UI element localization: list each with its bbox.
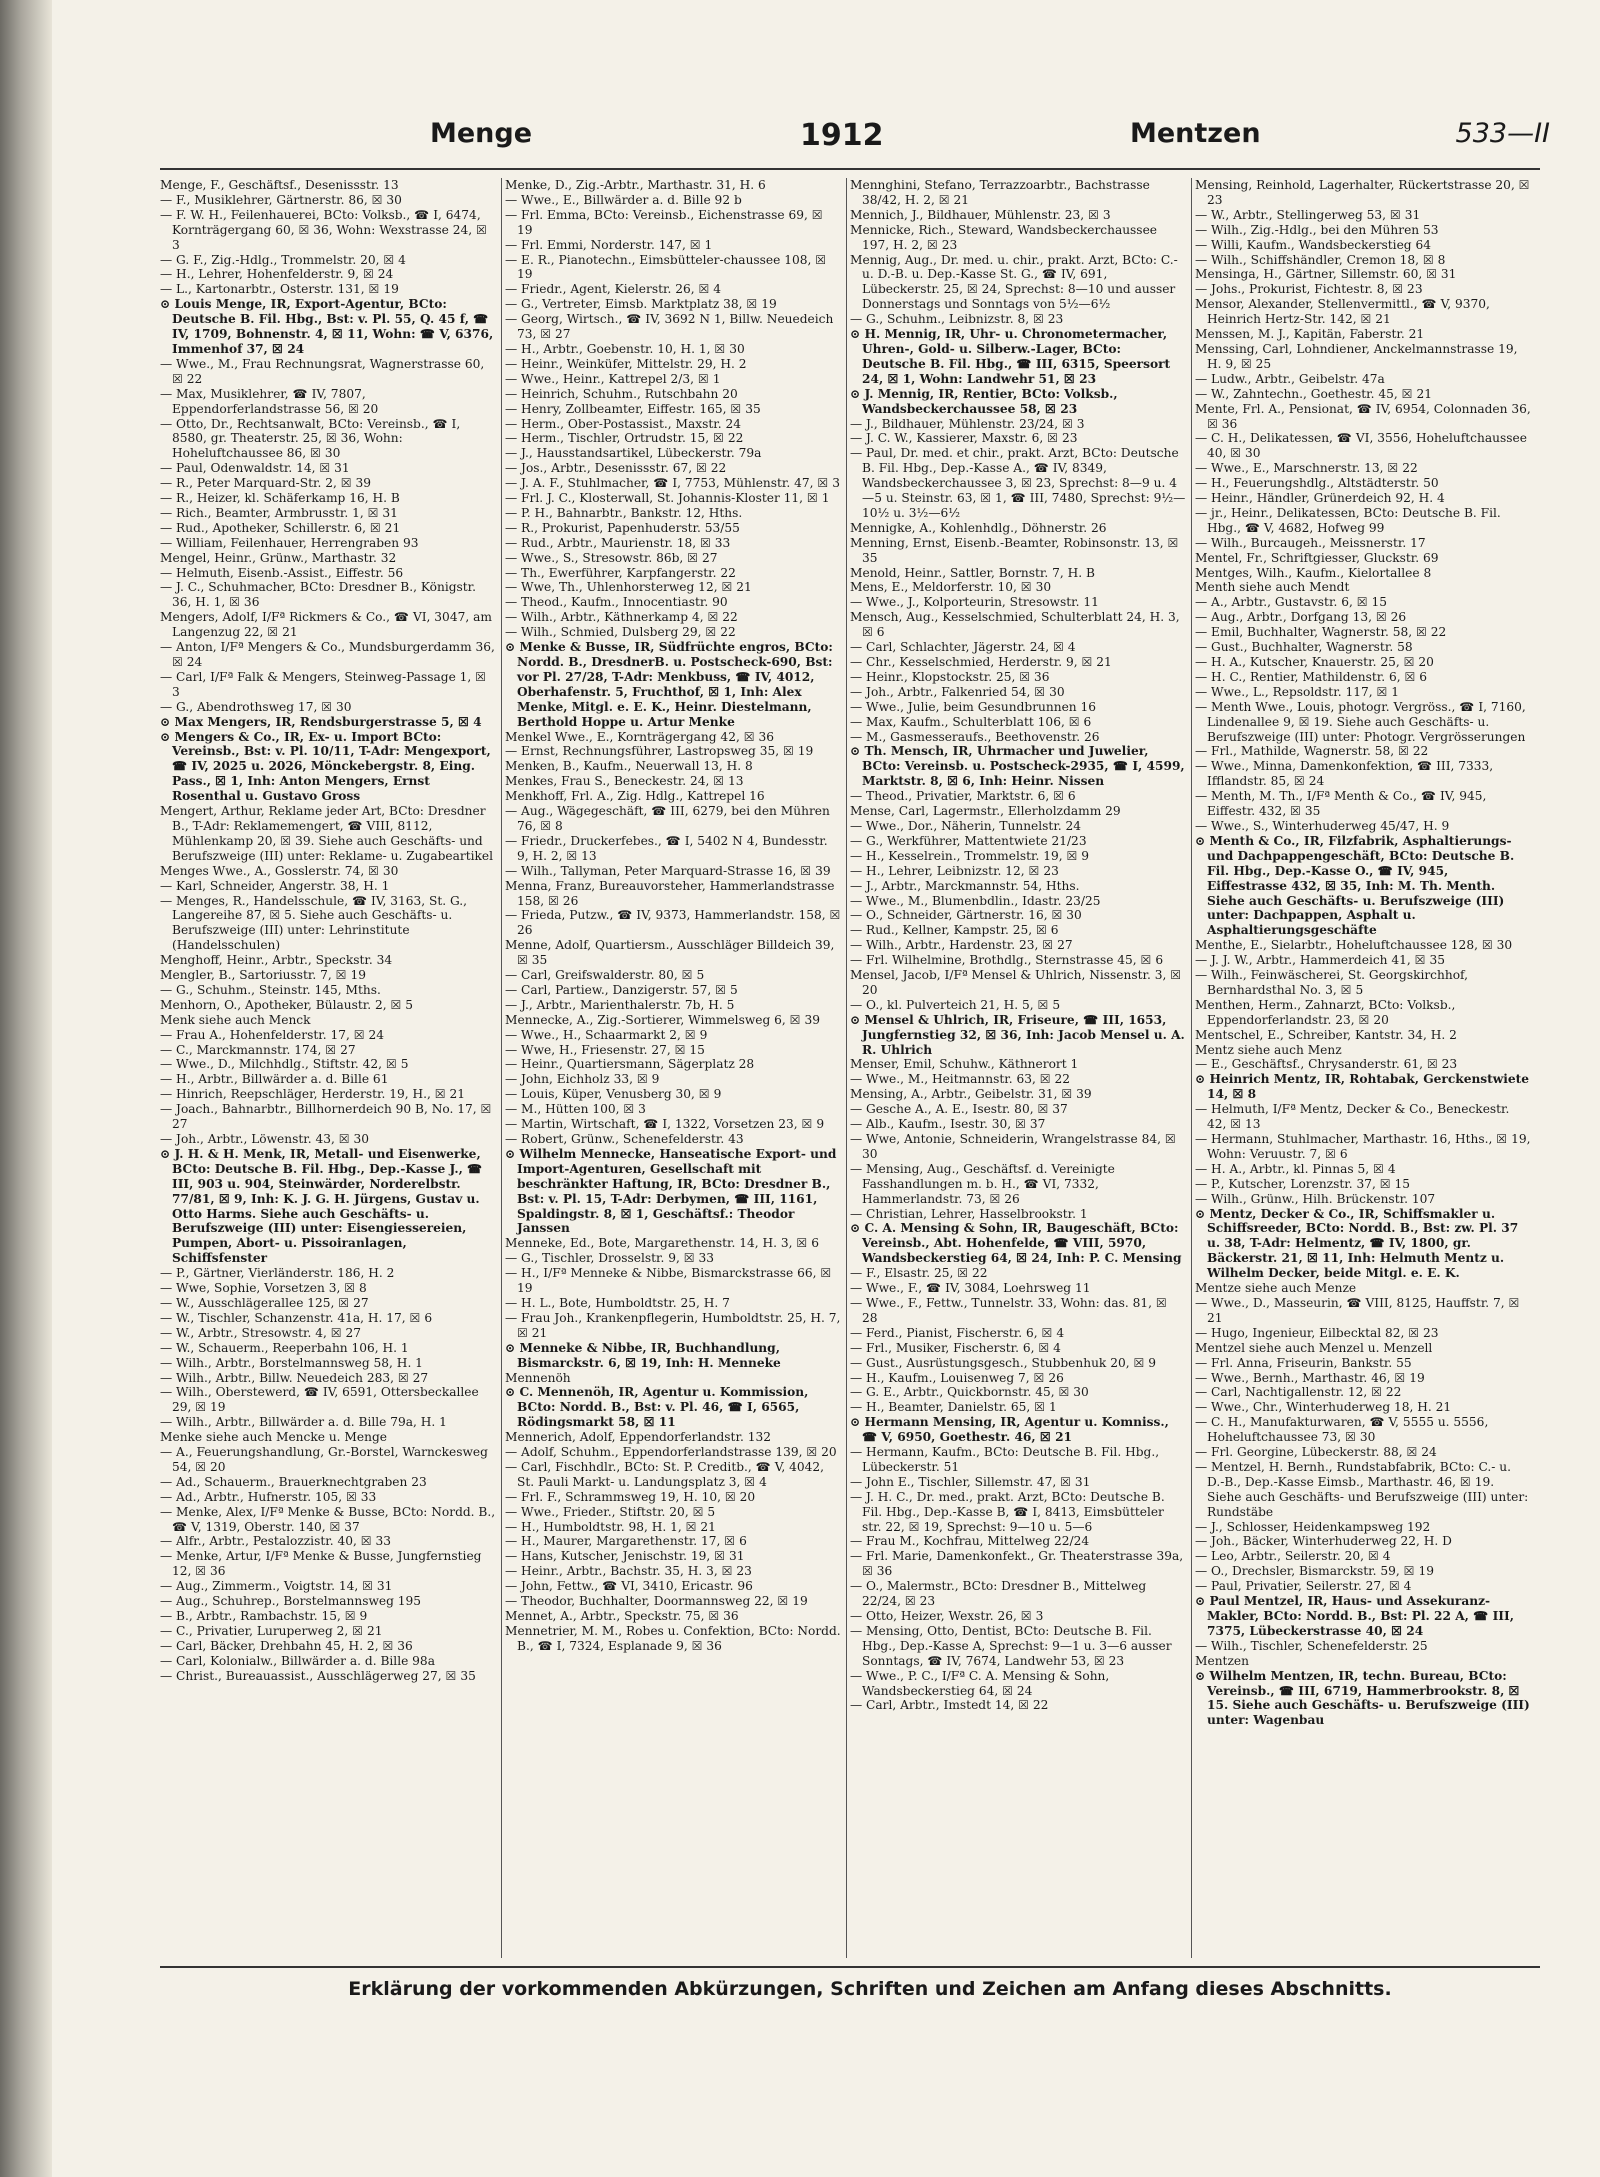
page-binding-edge (0, 0, 52, 2177)
directory-entry: Menold, Heinr., Sattler, Bornstr. 7, H. B (850, 565, 1095, 580)
header-first-name: Menge (430, 118, 533, 149)
directory-entry: — Frl. Anna, Friseurin, Bankstr. 55 (1195, 1355, 1412, 1370)
directory-entry: Mennich, J., Bildhauer, Mühlenstr. 23, ☒ 3 (850, 207, 1111, 222)
directory-entry: — Carl, Fischhdlr., BCto: St. P. Creditb., ☎ V, 4042, St. Pauli Markt- u. Landungsplatz 3, ☒ 4 (505, 1459, 825, 1489)
directory-entry: — Ferd., Pianist, Fischerstr. 6, ☒ 4 (850, 1325, 1065, 1340)
directory-entry: — Menth Wwe., Louis, photogr. Vergröss., ☎ I, 7160, Lindenallee 9, ☒ 19. Siehe auch Geschäfts- u. Berufszweige (III) unter: Photogr. Vergrösserungen (1195, 699, 1526, 744)
directory-entry: — Wwe., F., ☎ IV, 3084, Loehrsweg 11 (850, 1281, 1091, 1296)
directory-entry: — Aug., Zimmerm., Voigtstr. 14, ☒ 31 (160, 1579, 393, 1594)
directory-entry: Mense, Carl, Lagermstr., Ellerholzdamm 29 (850, 804, 1121, 819)
directory-entry: — Heinr., Klopstockstr. 25, ☒ 36 (850, 669, 1050, 684)
directory-entry: Mennig, Aug., Dr. med. u. chir., prakt. Arzt, BCto: C.- u. D.-B. u. Dep.-Kasse St. G., ☎ IV, 691, Lübeckerstr. 25, ☒ 24, Sprechst: 8—10 und ausser Donnerstags und Sonntags von 5½—6½ (850, 252, 1178, 312)
directory-entry: Menkhoff, Frl. A., Zig. Hdlg., Kattrepel 16 (505, 789, 765, 804)
directory-entry: — H., Arbtr., Billwärder a. d. Bille 61 (160, 1072, 389, 1087)
directory-entry: — Frl., Musiker, Fischerstr. 6, ☒ 4 (850, 1340, 1061, 1355)
directory-entry: — J., Arbtr., Marckmannstr. 54, Hths. (850, 878, 1080, 893)
directory-entry: — J. A. F., Stuhlmacher, ☎ I, 7753, Mühlenstr. 47, ☒ 3 (505, 476, 840, 491)
directory-entry: — John, Eichholz 33, ☒ 9 (505, 1072, 660, 1087)
directory-entry: Menke siehe auch Mencke u. Menge (160, 1430, 387, 1445)
directory-entry: — Mensing, Otto, Dentist, BCto: Deutsche B. Fil. Hbg., Dep.-Kasse A, Sprechst: 9—1 u. 3—6 ausser Sonntags, ☎ IV, 7674, Landwehr 53, ☒ 23 (850, 1623, 1172, 1668)
directory-entry: Menk siehe auch Menck (160, 1012, 311, 1027)
directory-entry: — Hinrich, Reepschläger, Herderstr. 19, H., ☒ 21 (160, 1087, 466, 1102)
column-3 (850, 178, 1186, 1958)
directory-entry: — J. C., Schuhmacher, BCto: Dresdner B., Königstr. 36, H. 1, ☒ 36 (160, 580, 477, 610)
column-divider (846, 178, 847, 1958)
directory-entry: — Frau A., Hohenfelderstr. 17, ☒ 24 (160, 1027, 385, 1042)
directory-entry: — G., Schuhm., Leibnizstr. 8, ☒ 23 (850, 312, 1064, 327)
directory-entry: — H., I/Fª Menneke & Nibbe, Bismarckstrasse 66, ☒ 19 (505, 1266, 832, 1296)
directory-entry: Mengers, Adolf, I/Fª Rickmers & Co., ☎ VI, 3047, am Langenzug 22, ☒ 21 (160, 610, 492, 640)
directory-entry: — Carl, Schlachter, Jägerstr. 24, ☒ 4 (850, 640, 1076, 655)
directory-entry: ⊙ J. H. & H. Menk, IR, Metall- und Eisenwerke, BCto: Deutsche B. Fil. Hbg., Dep.-Kasse J., ☎ III, 903 u. 904, Steinwärder, Norderelbstr. 77/81, ☒ 9, Inh: K. J. G. H. Jürgens, Gustav u. Otto Harms. Siehe auch Geschäfts- u. Berufszweige (III) unter: Eisengiessereien, Pumpen, Abort- u. Pissoiranlagen, Schiffsfenster (160, 1146, 483, 1266)
directory-entry: — G., Abendrothsweg 17, ☒ 30 (160, 699, 352, 714)
directory-entry: Mensing, Reinhold, Lagerhalter, Rückertstrasse 20, ☒ 23 (1195, 178, 1530, 207)
directory-entry: Mengler, B., Sartoriusstr. 7, ☒ 19 (160, 968, 366, 983)
directory-entry: — Willi, Kaufm., Wandsbeckerstieg 64 (1195, 237, 1431, 252)
directory-entry: — G., Schuhm., Steinstr. 145, Mths. (160, 982, 381, 997)
directory-entry: — J. C. W., Kassierer, Maxstr. 6, ☒ 23 (850, 431, 1078, 446)
directory-entry: — Ludw., Arbtr., Geibelstr. 47a (1195, 371, 1385, 386)
directory-entry: — Joh., Bäcker, Winterhuderweg 22, H. D (1195, 1534, 1452, 1549)
directory-entry: Menth siehe auch Mendt (1195, 580, 1350, 595)
directory-entry: — Wwe, Sophie, Vorsetzen 3, ☒ 8 (160, 1281, 367, 1296)
directory-entry: Menssing, Carl, Lohndiener, Anckelmannstrasse 19, H. 9, ☒ 25 (1195, 341, 1518, 371)
directory-entry: Mens, E., Meldorferstr. 10, ☒ 30 (850, 580, 1052, 595)
directory-entry: — Menth, M. Th., I/Fª Menth & Co., ☎ IV, 945, Eiffestr. 432, ☒ 35 (1195, 789, 1487, 819)
directory-entry: — Frl. J. C., Klosterwall, St. Johannis-Kloster 11, ☒ 1 (505, 491, 830, 506)
directory-entry: — Frieda, Putzw., ☎ IV, 9373, Hammerlandstr. 158, ☒ 26 (505, 908, 841, 938)
directory-entry: — Chr., Kesselschmied, Herderstr. 9, ☒ 21 (850, 655, 1112, 669)
directory-entry: — Wwe, H., Friesenstr. 27, ☒ 15 (505, 1042, 705, 1057)
directory-entry: — P. H., Bahnarbtr., Bankstr. 12, Hths. (505, 505, 743, 520)
directory-entry: — Wwe., P. C., I/Fª C. A. Mensing & Sohn, Wandsbeckerstieg 64, ☒ 24 (850, 1668, 1110, 1698)
directory-entry: — H., Lehrer, Hohenfelderstr. 9, ☒ 24 (160, 267, 394, 282)
directory-entry: Menser, Emil, Schuhw., Käthnerort 1 (850, 1057, 1079, 1072)
directory-entry: — Frau Joh., Krankenpflegerin, Humboldtstr. 25, H. 7, ☒ 21 (505, 1310, 841, 1340)
directory-entry: — A., Feuerungshandlung, Gr.-Borstel, Warnckesweg 54, ☒ 20 (160, 1445, 488, 1474)
directory-entry: Mentges, Wilh., Kaufm., Kielortallee 8 (1195, 565, 1432, 580)
directory-entry: — Wwe., H., Schaarmarkt 2, ☒ 9 (505, 1027, 708, 1042)
directory-entry: — A., Arbtr., Gustavstr. 6, ☒ 15 (1195, 595, 1388, 610)
directory-entry: — F., Musiklehrer, Gärtnerstr. 86, ☒ 30 (160, 192, 402, 207)
directory-entry: — Th., Ewerführer, Karpfangerstr. 22 (505, 565, 736, 580)
directory-entry: — C., Marckmannstr. 174, ☒ 27 (160, 1042, 356, 1057)
directory-entry: — Wwe., S., Winterhuderweg 45/47, H. 9 (1195, 818, 1450, 833)
directory-entry: — Frl. F., Schrammsweg 19, H. 10, ☒ 20 (505, 1489, 756, 1504)
directory-entry: — Wwe., Heinr., Kattrepel 2/3, ☒ 1 (505, 371, 721, 386)
directory-entry: ⊙ Th. Mensch, IR, Uhrmacher und Juwelier, BCto: Vereinsb. u. Postscheck-2935, ☎ I, 4599, Marktstr. 8, ☒ 6, Inh: Heinr. Nissen (850, 744, 1185, 789)
directory-entry: Menkel Wwe., E., Kornträgergang 42, ☒ 36 (505, 729, 774, 744)
directory-entry: — O., Schneider, Gärtnerstr. 16, ☒ 30 (850, 908, 1082, 923)
directory-entry: — Wwe., Minna, Damenkonfektion, ☎ III, 7333, Ifflandstr. 85, ☒ 24 (1195, 759, 1494, 789)
directory-entry: Mentze siehe auch Menze (1195, 1281, 1357, 1296)
directory-entry: Menken, B., Kaufm., Neuerwall 13, H. 8 (505, 759, 753, 774)
directory-entry: Mengert, Arthur, Reklame jeder Art, BCto: Dresdner B., T-Adr: Reklamemengert, ☎ VIII, 8112, Mühlenkamp 20, ☒ 39. Siehe auch Geschäfts- und Berufszweige (III) unter: Reklame- u. Zugabeartikel (160, 804, 493, 863)
directory-entry: — Helmuth, I/Fª Mentz, Decker & Co., Beneckestr. 42, ☒ 13 (1195, 1102, 1510, 1132)
header-year: 1912 (800, 118, 884, 153)
directory-entry: — Christ., Bureauassist., Ausschlägerweg 27, ☒ 35 (160, 1668, 476, 1683)
directory-entry: — Carl, Bäcker, Drehbahn 45, H. 2, ☒ 36 (160, 1638, 413, 1653)
directory-entry: — J. J. W., Arbtr., Hammerdeich 41, ☒ 35 (1195, 953, 1445, 968)
directory-entry: Mennecke, A., Zig.-Sortierer, Wimmelsweg 6, ☒ 39 (505, 1012, 820, 1027)
directory-entry: ⊙ Max Mengers, IR, Rendsburgerstrasse 5, ☒ 4 (160, 714, 482, 729)
directory-entry: Mennerich, Adolf, Eppendorferlandstr. 132 (505, 1430, 771, 1445)
directory-entry: — Theod., Kaufm., Innocentiastr. 90 (505, 595, 728, 610)
directory-entry: — Theodor, Buchhalter, Doormannsweg 22, ☒ 19 (505, 1594, 808, 1609)
directory-entry: Mennigke, A., Kohlenhdlg., Döhnerstr. 26 (850, 520, 1107, 535)
directory-entry: — R., Prokurist, Papenhuderstr. 53/55 (505, 520, 740, 535)
directory-entry: — Carl, Arbtr., Imstedt 14, ☒ 22 (850, 1698, 1049, 1713)
directory-entry: — Carl, I/Fª Falk & Mengers, Steinweg-Passage 1, ☒ 3 (160, 669, 487, 699)
directory-entry: Mengel, Heinr., Grünw., Marthastr. 32 (160, 550, 397, 565)
directory-entry: — Aug., Wägegeschäft, ☎ III, 6279, bei den Mühren 76, ☒ 8 (505, 804, 830, 833)
directory-entry: — John E., Tischler, Sillemstr. 47, ☒ 31 (850, 1474, 1091, 1489)
directory-entry: — Rich., Beamter, Armbrusstr. 1, ☒ 31 (160, 505, 398, 520)
directory-entry: — Wwe., M., Heitmannstr. 63, ☒ 22 (850, 1072, 1071, 1087)
column-divider (1191, 178, 1192, 1958)
directory-entry: ⊙ Menke & Busse, IR, Südfrüchte engros, BCto: Nordd. B., DresdnerB. u. Postscheck-690, Bst: vor Pl. 27/28, T-Adr: Menkbuss, ☎ IV, 4012, Oberhafenstr. 5, Fruchthof, ☒ 1, Inh: Alex Menke, Mitgl. e. E. K., Heinr. Diestelmann, Berthold Hoppe u. Artur Menke (505, 640, 833, 729)
directory-entry: — G. E., Arbtr., Quickbornstr. 45, ☒ 30 (850, 1385, 1089, 1400)
footer-rule (160, 1966, 1540, 1968)
directory-entry: — Heinrich, Schuhm., Rutschbahn 20 (505, 386, 738, 401)
directory-entry: Menge, F., Geschäftsf., Desenissstr. 13 (160, 178, 399, 192)
directory-entry: — Ernst, Rechnungsführer, Lastropsweg 35, ☒ 19 (505, 744, 814, 759)
directory-entry: Mentz siehe auch Menz (1195, 1042, 1342, 1057)
directory-entry: — G., Vertreter, Eimsb. Marktplatz 38, ☒ 19 (505, 297, 777, 312)
directory-entry: — H., Kesselrein., Trommelstr. 19, ☒ 9 (850, 848, 1090, 863)
directory-entry: — J., Hausstandsartikel, Lübeckerstr. 79a (505, 446, 762, 461)
directory-entry: ⊙ Menneke & Nibbe, IR, Buchhandlung, Bismarckstr. 6, ☒ 19, Inh: H. Menneke (505, 1340, 781, 1370)
footer-note: Erklärung der vorkommenden Abkürzungen, Schriften und Zeichen am Anfang dieses Abschnitts. (348, 1978, 1392, 2000)
column-2 (505, 178, 841, 1958)
directory-entry: — Louis, Küper, Venusberg 30, ☒ 9 (505, 1087, 722, 1102)
directory-entry: — Ad., Schauerm., Brauerknechtgraben 23 (160, 1474, 427, 1489)
directory-entry: Menges Wwe., A., Gosslerstr. 74, ☒ 30 (160, 863, 399, 878)
directory-entry: Menssen, M. J., Kapitän, Faberstr. 21 (1195, 327, 1425, 342)
directory-entry: — Emil, Buchhalter, Wagnerstr. 58, ☒ 22 (1195, 625, 1447, 640)
directory-entry: — Wwe., Julie, beim Gesundbrunnen 16 (850, 699, 1097, 714)
directory-entry: — Wwe., M., Frau Rechnungsrat, Wagnerstrasse 60, ☒ 22 (160, 356, 485, 386)
directory-entry: — Aug., Arbtr., Dorfgang 13, ☒ 26 (1195, 610, 1407, 625)
directory-entry: — Rud., Kellner, Kampstr. 25, ☒ 6 (850, 923, 1059, 938)
directory-entry: — F. W. H., Feilenhauerei, BCto: Volksb., ☎ I, 6474, Kornträgergang 60, ☒ 36, Wohn: Wexstrasse 24, ☒ 3 (160, 207, 487, 252)
directory-entry: Mensel, Jacob, I/Fª Mensel & Uhlrich, Nissenstr. 3, ☒ 20 (850, 968, 1182, 997)
directory-entry: — Frl. Marie, Damenkonfekt., Gr. Theaterstrasse 39a, ☒ 36 (850, 1549, 1184, 1579)
directory-entry: Mensor, Alexander, Stellenvermittl., ☎ V, 9370, Heinrich Hertz-Str. 142, ☒ 21 (1195, 297, 1490, 327)
directory-entry: — Rud., Apotheker, Schillerstr. 6, ☒ 21 (160, 520, 401, 535)
directory-entry: — R., Heizer, kl. Schäferkamp 16, H. B (160, 491, 400, 506)
directory-entry: — Frl. Emmi, Norderstr. 147, ☒ 1 (505, 237, 713, 252)
directory-entry: — P., Kutscher, Lorenzstr. 37, ☒ 15 (1195, 1176, 1411, 1191)
directory-entry: — O., kl. Pulverteich 21, H. 5, ☒ 5 (850, 997, 1061, 1012)
directory-entry: ⊙ H. Mennig, IR, Uhr- u. Chronometermacher, Uhren-, Gold- u. Silberw.-Lager, BCto: Deutsche B. Fil. Hbg., ☎ III, 6315, Speersort 24, ☒ 1, Wohn: Landwehr 51, ☒ 23 (850, 327, 1171, 386)
directory-entry: — H., Kaufm., Louisenweg 7, ☒ 26 (850, 1370, 1064, 1385)
directory-entry: — Wwe, Antonie, Schneiderin, Wrangelstrasse 84, ☒ 30 (850, 1132, 1176, 1161)
directory-entry: — C. H., Manufakturwaren, ☎ V, 5555 u. 5556, Hoheluftchaussee 73, ☒ 30 (1195, 1415, 1489, 1445)
directory-entry: — Helmuth, Eisenb.-Assist., Eiffestr. 56 (160, 565, 404, 580)
directory-entry: — Frl. Emma, BCto: Vereinsb., Eichenstrasse 69, ☒ 19 (505, 207, 823, 237)
directory-entry: — Karl, Schneider, Angerstr. 38, H. 1 (160, 878, 390, 893)
directory-entry: — Wwe., D., Milchhdlg., Stiftstr. 42, ☒ 5 (160, 1057, 409, 1072)
directory-entry: Menkes, Frau S., Beneckestr. 24, ☒ 13 (505, 774, 744, 789)
directory-entry: — Menges, R., Handelsschule, ☎ IV, 3163, St. G., Langereihe 87, ☒ 5. Siehe auch Geschäfts- u. Berufszweige (III) unter: Lehrinstitute (Handelsschulen) (160, 893, 468, 953)
header-last-name: Mentzen (1130, 118, 1261, 149)
directory-entry: ⊙ Mengers & Co., IR, Ex- u. Import BCto: Vereinsb., Bst: v. Pl. 10/11, T-Adr: Mengexport, ☎ IV, 2025 u. 2026, Mönckebergstr. 8, Eing. Pass., ☒ 1, Inh: Anton Mengers, Ernst Rosenthal u. Gustavo Gross (160, 729, 491, 804)
directory-entry: — Carl, Partiew., Danzigerstr. 57, ☒ 5 (505, 982, 738, 997)
directory-entry: — John, Fettw., ☎ VI, 3410, Ericastr. 96 (505, 1579, 753, 1594)
directory-entry: — H., Arbtr., Goebenstr. 10, H. 1, ☒ 30 (505, 341, 745, 356)
directory-entry: ⊙ C. Mennenöh, IR, Agentur u. Kommission, BCto: Nordd. B., Bst: v. Pl. 46, ☎ I, 6565, Rödingsmarkt 58, ☒ 11 (505, 1385, 809, 1430)
directory-entry: — Hermann, Stuhlmacher, Marthastr. 16, Hths., ☒ 19, Wohn: Veruustr. 7, ☒ 6 (1195, 1132, 1531, 1161)
directory-entry: — H., Humboldtstr. 98, H. 1, ☒ 21 (505, 1519, 716, 1534)
directory-entry: — Wwe., L., Repsoldstr. 117, ☒ 1 (1195, 684, 1400, 699)
directory-entry: — Max, Kaufm., Schulterblatt 106, ☒ 6 (850, 714, 1092, 729)
directory-entry: — C. H., Delikatessen, ☎ VI, 3556, Hoheluftchaussee 40, ☒ 30 (1195, 431, 1527, 461)
directory-entry: Menthen, Herm., Zahnarzt, BCto: Volksb., Eppendorferlandstr. 23, ☒ 20 (1195, 997, 1456, 1027)
directory-entry: — H. L., Bote, Humboldtstr. 25, H. 7 (505, 1295, 730, 1310)
directory-entry: Mennicke, Rich., Steward, Wandsbeckerchaussee 197, H. 2, ☒ 23 (850, 222, 1157, 252)
directory-entry: — William, Feilenhauer, Herrengraben 93 (160, 535, 419, 550)
directory-entry: — Heinr., Weinküfer, Mittelstr. 29, H. 2 (505, 356, 747, 371)
directory-entry: ⊙ C. A. Mensing & Sohn, IR, Baugeschäft, BCto: Vereinsb., Abt. Hohenfelde, ☎ VIII, 5970, Wandsbeckerstieg 64, ☒ 24, Inh: P. C. Mensing (850, 1221, 1182, 1266)
directory-entry: Mentzel siehe auch Menzel u. Menzell (1195, 1340, 1433, 1355)
directory-entry: — Wilh., Zig.-Hdlg., bei den Mühren 53 (1195, 222, 1439, 237)
directory-entry: — Rud., Arbtr., Maurienstr. 18, ☒ 33 (505, 535, 731, 550)
directory-entry: — Carl, Greifswalderstr. 80, ☒ 5 (505, 968, 705, 983)
directory-entry: Mensing, A., Arbtr., Geibelstr. 31, ☒ 39 (850, 1087, 1092, 1102)
directory-entry: ⊙ Paul Mentzel, IR, Haus- und Assekuranz-Makler, BCto: Nordd. B., Bst: Pl. 22 A, ☎ III, 7375, Lübeckerstrasse 40, ☒ 24 (1195, 1594, 1514, 1638)
directory-entry: — Johs., Prokurist, Fichtestr. 8, ☒ 23 (1195, 282, 1423, 297)
directory-entry: — Jos., Arbtr., Desenissstr. 67, ☒ 22 (505, 461, 727, 476)
directory-entry: — Herm., Tischler, Ortrudstr. 15, ☒ 22 (505, 431, 744, 446)
directory-entry: Mente, Frl. A., Pensionat, ☎ IV, 6954, Colonnaden 36, ☒ 36 (1195, 401, 1531, 431)
directory-entry: — Wilh., Arbtr., Billw. Neuedeich 283, ☒ 27 (160, 1370, 429, 1385)
directory-entry: Menhorn, O., Apotheker, Bülaustr. 2, ☒ 5 (160, 997, 414, 1012)
directory-entry: Mensinga, H., Gärtner, Sillemstr. 60, ☒ 31 (1195, 267, 1457, 282)
directory-entry: — Adolf, Schuhm., Eppendorferlandstrasse 139, ☒ 20 (505, 1445, 837, 1460)
directory-entry: — G. F., Zig.-Hdlg., Trommelstr. 20, ☒ 4 (160, 252, 406, 267)
directory-entry: — W., Tischler, Schanzenstr. 41a, H. 17, ☒ 6 (160, 1310, 433, 1325)
column-1 (160, 178, 496, 1958)
directory-entry: — E., Geschäftsf., Chrysanderstr. 61, ☒ 23 (1195, 1057, 1458, 1072)
directory-entry: Menning, Ernst, Eisenb.-Beamter, Robinsonstr. 13, ☒ 35 (850, 535, 1179, 565)
directory-entry: Mennet, A., Arbtr., Speckstr. 75, ☒ 36 (505, 1609, 739, 1623)
directory-entry: — Hermann, Kaufm., BCto: Deutsche B. Fil. Hbg., Lübeckerstr. 51 (850, 1445, 1160, 1474)
directory-entry: — Wwe., Dor., Näherin, Tunnelstr. 24 (850, 818, 1082, 833)
directory-entry: — Wilh., Arbtr., Käthnerkamp 4, ☒ 22 (505, 610, 738, 625)
directory-entry: — Frl., Mathilde, Wagnerstr. 58, ☒ 22 (1195, 744, 1429, 759)
directory-entry: — Wwe., J., Kolporteurin, Stresowstr. 11 (850, 595, 1099, 610)
directory-entry: — Wilh., Arbtr., Billwärder a. d. Bille 79a, H. 1 (160, 1415, 447, 1430)
directory-entry: — R., Peter Marquard-Str. 2, ☒ 39 (160, 476, 372, 491)
directory-entry: — Gust., Buchhalter, Wagnerstr. 58 (1195, 640, 1413, 655)
directory-entry: — Paul, Odenwaldstr. 14, ☒ 31 (160, 461, 350, 476)
directory-entry: ⊙ J. Mennig, IR, Rentier, BCto: Volksb., Wandsbeckerchaussee 58, ☒ 23 (850, 386, 1118, 416)
directory-entry: — Wilh., Schmied, Dulsberg 29, ☒ 22 (505, 625, 736, 640)
directory-entry: — M., Gasmesseraufs., Beethovenstr. 26 (850, 729, 1100, 744)
directory-entry: ⊙ Heinrich Mentz, IR, Rohtabak, Gerckenstwiete 14, ☒ 8 (1195, 1072, 1530, 1102)
directory-entry: — E. R., Pianotechn., Eimsbütteler-chaussee 108, ☒ 19 (505, 252, 827, 282)
directory-entry: — Wwe., E., Marschnerstr. 13, ☒ 22 (1195, 461, 1418, 476)
directory-entry: — Wilh., Oberstewerd, ☎ IV, 6591, Ottersbeckallee 29, ☒ 19 (160, 1385, 479, 1415)
directory-entry: — Hans, Kutscher, Jenischstr. 19, ☒ 31 (505, 1549, 745, 1564)
directory-entry: — J., Bildhauer, Mühlenstr. 23/24, ☒ 3 (850, 416, 1085, 431)
directory-entry: — L., Kartonarbtr., Osterstr. 131, ☒ 19 (160, 282, 399, 297)
directory-entry: — Mensing, Aug., Geschäftsf. d. Vereinigte Fasshandlungen m. b. H., ☎ VI, 7332, Hammerlandstr. 73, ☒ 26 (850, 1161, 1115, 1206)
directory-entry: — F., Elsastr. 25, ☒ 22 (850, 1266, 988, 1281)
directory-entry: — W., Arbtr., Stellingerweg 53, ☒ 31 (1195, 207, 1421, 222)
directory-entry: — Wwe., D., Masseurin, ☎ VIII, 8125, Hauffstr. 7, ☒ 21 (1195, 1295, 1520, 1325)
directory-entry: — C., Privatier, Luruperweg 2, ☒ 21 (160, 1623, 383, 1638)
directory-entry: — Robert, Grünw., Schenefelderstr. 43 (505, 1132, 744, 1146)
directory-entry: — Heinr., Händler, Grünerdeich 92, H. 4 (1195, 491, 1445, 506)
directory-entry: — Mentzel, H. Bernh., Rundstabfabrik, BCto: C.- u. D.-B., Dep.-Kasse Eimsb., Marthastr. 46, ☒ 19. Siehe auch Geschäfts- und Berufszweige (III) unter: Rundstäbe (1195, 1459, 1529, 1519)
directory-entry: Mensch, Aug., Kesselschmied, Schulterblatt 24, H. 3, ☒ 6 (850, 610, 1180, 640)
directory-entry: — Carl, Nachtigallenstr. 12, ☒ 22 (1195, 1385, 1402, 1400)
directory-entry: — Menke, Alex, I/Fª Menke & Busse, BCto: Nordd. B., ☎ V, 1319, Oberstr. 140, ☒ 37 (160, 1504, 496, 1534)
directory-entry: — W., Arbtr., Stresowstr. 4, ☒ 27 (160, 1325, 362, 1340)
directory-entry: — Wilh., Arbtr., Hardenstr. 23, ☒ 27 (850, 938, 1073, 953)
directory-entry: — Wwe., M., Blumenbdlin., Idastr. 23/25 (850, 893, 1101, 908)
directory-entry: — W., Zahntechn., Goethestr. 45, ☒ 21 (1195, 386, 1432, 401)
directory-entry: Menthe, E., Sielarbtr., Hoheluftchaussee 128, ☒ 30 (1195, 938, 1513, 953)
directory-entry: — Wilh., Grünw., Hilh. Brückenstr. 107 (1195, 1191, 1436, 1206)
directory-entry: Mennghini, Stefano, Terrazzoarbtr., Bachstrasse 38/42, H. 2, ☒ 21 (850, 178, 1150, 207)
directory-entry: — Wwe., Frieder., Stiftstr. 20, ☒ 5 (505, 1504, 716, 1519)
directory-entry: — Menke, Artur, I/Fª Menke & Busse, Jungfernstieg 12, ☒ 36 (160, 1549, 482, 1579)
directory-entry: — Leo, Arbtr., Seilerstr. 20, ☒ 4 (1195, 1549, 1391, 1564)
directory-entry: — Gesche A., A. E., Isestr. 80, ☒ 37 (850, 1102, 1068, 1117)
directory-entry: — Wilh., Feinwäscherei, St. Georgskirchhof, Bernhardsthal No. 3, ☒ 5 (1195, 968, 1468, 997)
directory-entry: Mentschel, E., Schreiber, Kantstr. 34, H. 2 (1195, 1027, 1457, 1042)
directory-entry: — Joach., Bahnarbtr., Billhornerdeich 90 B, No. 17, ☒ 27 (160, 1102, 492, 1132)
directory-entry: — Friedr., Druckerfebes., ☎ I, 5402 N 4, Bundesstr. 9, H. 2, ☒ 13 (505, 833, 828, 863)
directory-entry: — Wwe, Th., Uhlenhorsterweg 12, ☒ 21 (505, 580, 752, 595)
directory-entry: — Joh., Arbtr., Falkenried 54, ☒ 30 (850, 684, 1065, 699)
directory-entry: ⊙ Menth & Co., IR, Filzfabrik, Asphaltierungs- und Dachpappengeschäft, BCto: Deutsche B. Fil. Hbg., Dep.-Kasse O., ☎ IV, 945, Eiffestrasse 432, ☒ 35, Inh: M. Th. Menth. Siehe auch Geschäfts- u. Berufszweige (III) unter: Dachpappen, Asphalt u. Asphaltierungsgeschäfte (1195, 833, 1515, 938)
directory-entry: — M., Hütten 100, ☒ 3 (505, 1102, 646, 1117)
directory-entry: ⊙ Louis Menge, IR, Export-Agentur, BCto: Deutsche B. Fil. Hbg., Bst: v. Pl. 55, Q. 45 f, ☎ IV, 1709, Bohnenstr. 4, ☒ 11, Wohn: ☎ V, 6376, Immenhof 37, ☒ 24 (160, 297, 494, 356)
directory-entry: ⊙ Wilhelm Mennecke, Hanseatische Export- und Import-Agenturen, Gesellschaft mit beschränkter Haftung, IR, BCto: Dresdner B., Bst: v. Pl. 15, T-Adr: Derbymen, ☎ III, 1161, Spaldingstr. 8, ☒ 1, Geschäftsf.: Theodor Janssen (505, 1146, 837, 1236)
directory-entry: — H., Maurer, Margarethenstr. 17, ☒ 6 (505, 1534, 747, 1549)
directory-entry: — Wilh., Tischler, Schenefelderstr. 25 (1195, 1638, 1428, 1653)
directory-entry: — Wwe., F., Fettw., Tunnelstr. 33, Wohn: das. 81, ☒ 28 (850, 1295, 1167, 1325)
directory-entry: — Wilh., Burcaugeh., Meissnerstr. 17 (1195, 535, 1426, 550)
directory-entry: — W., Ausschlägerallee 125, ☒ 27 (160, 1295, 369, 1310)
directory-entry: — Otto, Dr., Rechtsanwalt, BCto: Vereinsb., ☎ I, 8580, gr. Theaterstr. 25, ☒ 36, Wohn: Hoheluftchaussee 86, ☒ 30 (160, 416, 461, 461)
directory-entry: — Alfr., Arbtr., Pestalozzistr. 40, ☒ 33 (160, 1534, 392, 1549)
directory-entry: — G., Werkführer, Mattentwiete 21/23 (850, 833, 1087, 848)
directory-entry: Mentel, Fr., Schriftgiesser, Gluckstr. 69 (1195, 550, 1439, 565)
directory-entry: — Friedr., Agent, Kielerstr. 26, ☒ 4 (505, 282, 722, 297)
directory-entry: Menne, Adolf, Quartiersm., Ausschläger Billdeich 39, ☒ 35 (505, 938, 835, 968)
directory-entry: — Ad., Arbtr., Hufnerstr. 105, ☒ 33 (160, 1489, 377, 1504)
directory-entry: — Frau M., Kochfrau, Mittelweg 22/24 (850, 1534, 1090, 1549)
directory-entry: — Christian, Lehrer, Hasselbrookstr. 1 (850, 1206, 1088, 1221)
header-page-number: 533—II (1455, 118, 1550, 149)
directory-entry: — Wwe., Bernh., Marthastr. 46, ☒ 19 (1195, 1370, 1425, 1385)
directory-entry: — J., Schlosser, Heidenkampsweg 192 (1195, 1519, 1431, 1534)
directory-entry: — J., Arbtr., Marienthalerstr. 7b, H. 5 (505, 997, 735, 1012)
directory-entry: — Wwe., Chr., Winterhuderweg 18, H. 21 (1195, 1400, 1452, 1415)
directory-entry: — jr., Heinr., Delikatessen, BCto: Deutsche B. Fil. Hbg., ☎ V, 4682, Hofweg 99 (1195, 505, 1501, 535)
directory-entry: — Frl. Wilhelmine, Brothdlg., Sternstrasse 45, ☒ 6 (850, 953, 1164, 968)
directory-entry: — Paul, Dr. med. et chir., prakt. Arzt, BCto: Deutsche B. Fil. Hbg., Dep.-Kasse A., ☎ IV, 8349, Wandsbeckerchaussee 3, ☒ 23, Sprechst: 8—9 u. 4—5 u. Steinstr. 63, ☒ 1, ☎ III, 7480, Sprechst: 9½—10½ u. 3½—6½ (850, 446, 1186, 520)
directory-entry: — Max, Musiklehrer, ☎ IV, 7807, Eppendorferlandstrasse 56, ☒ 20 (160, 386, 379, 416)
directory-entry: — H. A., Kutscher, Knauerstr. 25, ☒ 20 (1195, 655, 1434, 669)
directory-entry: Menghoff, Heinr., Arbtr., Speckstr. 34 (160, 953, 393, 968)
directory-entry: — Herm., Ober-Postassist., Maxstr. 24 (505, 416, 742, 431)
directory-entry: ⊙ Mentz, Decker & Co., IR, Schiffsmakler u. Schiffsreeder, BCto: Nordd. B., Bst: zw. Pl. 37 u. 38, T-Adr: Helmentz, ☎ IV, 1800, gr. Bäckerstr. 21, ☒ 11, Inh: Helmuth Mentz u. Wilhelm Decker, beide Mitgl. e. E. K. (1195, 1206, 1519, 1281)
directory-entry: Mennetrier, M. M., Robes u. Confektion, BCto: Nordd. B., ☎ I, 7324, Esplanade 9, ☒ 36 (505, 1623, 841, 1653)
directory-entry: — O., Drechsler, Bismarckstr. 59, ☒ 19 (1195, 1564, 1434, 1579)
directory-entry: — Henry, Zollbeamter, Eiffestr. 165, ☒ 35 (505, 401, 761, 416)
directory-entry: — Georg, Wirtsch., ☎ IV, 3692 N 1, Billw. Neuedeich 73, ☒ 27 (505, 312, 834, 342)
directory-entry: — P., Gärtner, Vierländerstr. 186, H. 2 (160, 1266, 395, 1281)
directory-entry: — O., Malermstr., BCto: Dresdner B., Mittelweg 22/24, ☒ 23 (850, 1579, 1147, 1609)
directory-entry: — Carl, Kolonialw., Billwärder a. d. Bille 98a (160, 1653, 435, 1668)
directory-entry: — H., Beamter, Danielstr. 65, ☒ 1 (850, 1400, 1057, 1415)
directory-entry: — Aug., Schuhrep., Borstelmannsweg 195 (160, 1594, 422, 1609)
directory-entry: — Wilh., Schiffshändler, Cremon 18, ☒ 8 (1195, 252, 1446, 267)
directory-entry: — B., Arbtr., Rambachstr. 15, ☒ 9 (160, 1609, 368, 1623)
directory-entry: — H. A., Arbtr., kl. Pinnas 5, ☒ 4 (1195, 1161, 1396, 1176)
directory-entry: — H. C., Rentier, Mathildenstr. 6, ☒ 6 (1195, 669, 1428, 684)
directory-entry: — Frl. Georgine, Lübeckerstr. 88, ☒ 24 (1195, 1445, 1437, 1460)
directory-entry: ⊙ Wilhelm Mentzen, IR, techn. Bureau, BCto: Vereinsb., ☎ III, 6719, Hammerbrookstr. 8, ☒ 15. Siehe auch Geschäfts- u. Berufszweige (III) unter: Wagenbau (1195, 1668, 1530, 1728)
page-header (430, 118, 1550, 162)
directory-entry: — Hugo, Ingenieur, Eilbecktal 82, ☒ 23 (1195, 1325, 1439, 1340)
directory-entry: ⊙ Hermann Mensing, IR, Agentur u. Komniss., ☎ V, 6950, Goethestr. 46, ☒ 21 (850, 1415, 1169, 1445)
directory-entry: — Alb., Kaufm., Isestr. 30, ☒ 37 (850, 1117, 1046, 1132)
directory-entry: — W., Schauerm., Reeperbahn 106, H. 1 (160, 1340, 409, 1355)
column-divider (501, 178, 502, 1958)
directory-entry: — Heinr., Quartiersmann, Sägerplatz 28 (505, 1057, 755, 1072)
directory-entry: — Martin, Wirtschaft, ☎ I, 1322, Vorsetzen 23, ☒ 9 (505, 1117, 825, 1132)
directory-entry: — H., Lehrer, Leibnizstr. 12, ☒ 23 (850, 863, 1059, 878)
directory-entry: — G., Tischler, Drosselstr. 9, ☒ 33 (505, 1251, 715, 1266)
directory-entry: — Paul, Privatier, Seilerstr. 27, ☒ 4 (1195, 1579, 1412, 1594)
directory-entry: — Heinr., Arbtr., Bachstr. 35, H. 3, ☒ 23 (505, 1564, 752, 1579)
directory-entry: Mennenöh (505, 1370, 571, 1385)
directory-entry: Mentzen (1195, 1653, 1249, 1668)
directory-entry: — Joh., Arbtr., Löwenstr. 43, ☒ 30 (160, 1132, 370, 1146)
directory-entry: — Anton, I/Fª Mengers & Co., Mundsburgerdamm 36, ☒ 24 (160, 640, 495, 669)
directory-entry: Menneke, Ed., Bote, Margarethenstr. 14, H. 3, ☒ 6 (505, 1236, 819, 1251)
directory-entry: — Otto, Heizer, Wexstr. 26, ☒ 3 (850, 1609, 1044, 1623)
header-rule (160, 168, 1540, 170)
directory-entry: — J. H. C., Dr. med., prakt. Arzt, BCto: Deutsche B. Fil. Hbg., Dep.-Kasse B, ☎ I, 8413, Eimsbütteler str. 22, ☒ 19, Sprechst: 9—10 u. 5—6 (850, 1489, 1165, 1534)
directory-entry: — Theod., Privatier, Marktstr. 6, ☒ 6 (850, 789, 1076, 804)
directory-entry: — Wwe., E., Billwärder a. d. Bille 92 b (505, 192, 742, 207)
directory-entry: — Gust., Ausrüstungsgesch., Stubbenhuk 20, ☒ 9 (850, 1355, 1157, 1370)
directory-entry: Menke, D., Zig.-Arbtr., Marthastr. 31, H. 6 (505, 178, 766, 192)
directory-entry: — Wwe., S., Stresowstr. 86b, ☒ 27 (505, 550, 718, 565)
directory-entry: ⊙ Mensel & Uhlrich, IR, Friseure, ☎ III, 1653, Jungfernstieg 32, ☒ 36, Inh: Jacob Mensel u. A. R. Uhlrich (850, 1012, 1185, 1057)
directory-entry: — H., Feuerungshdlg., Altstädterstr. 50 (1195, 476, 1439, 491)
directory-entry: — Wilh., Arbtr., Borstelmannsweg 58, H. 1 (160, 1355, 423, 1370)
directory-entry: — Wilh., Tallyman, Peter Marquard-Strasse 16, ☒ 39 (505, 863, 831, 878)
column-4 (1195, 178, 1531, 1958)
directory-entry: Menna, Franz, Bureauvorsteher, Hammerlandstrasse 158, ☒ 26 (505, 878, 835, 908)
directory-columns (160, 178, 1600, 1958)
